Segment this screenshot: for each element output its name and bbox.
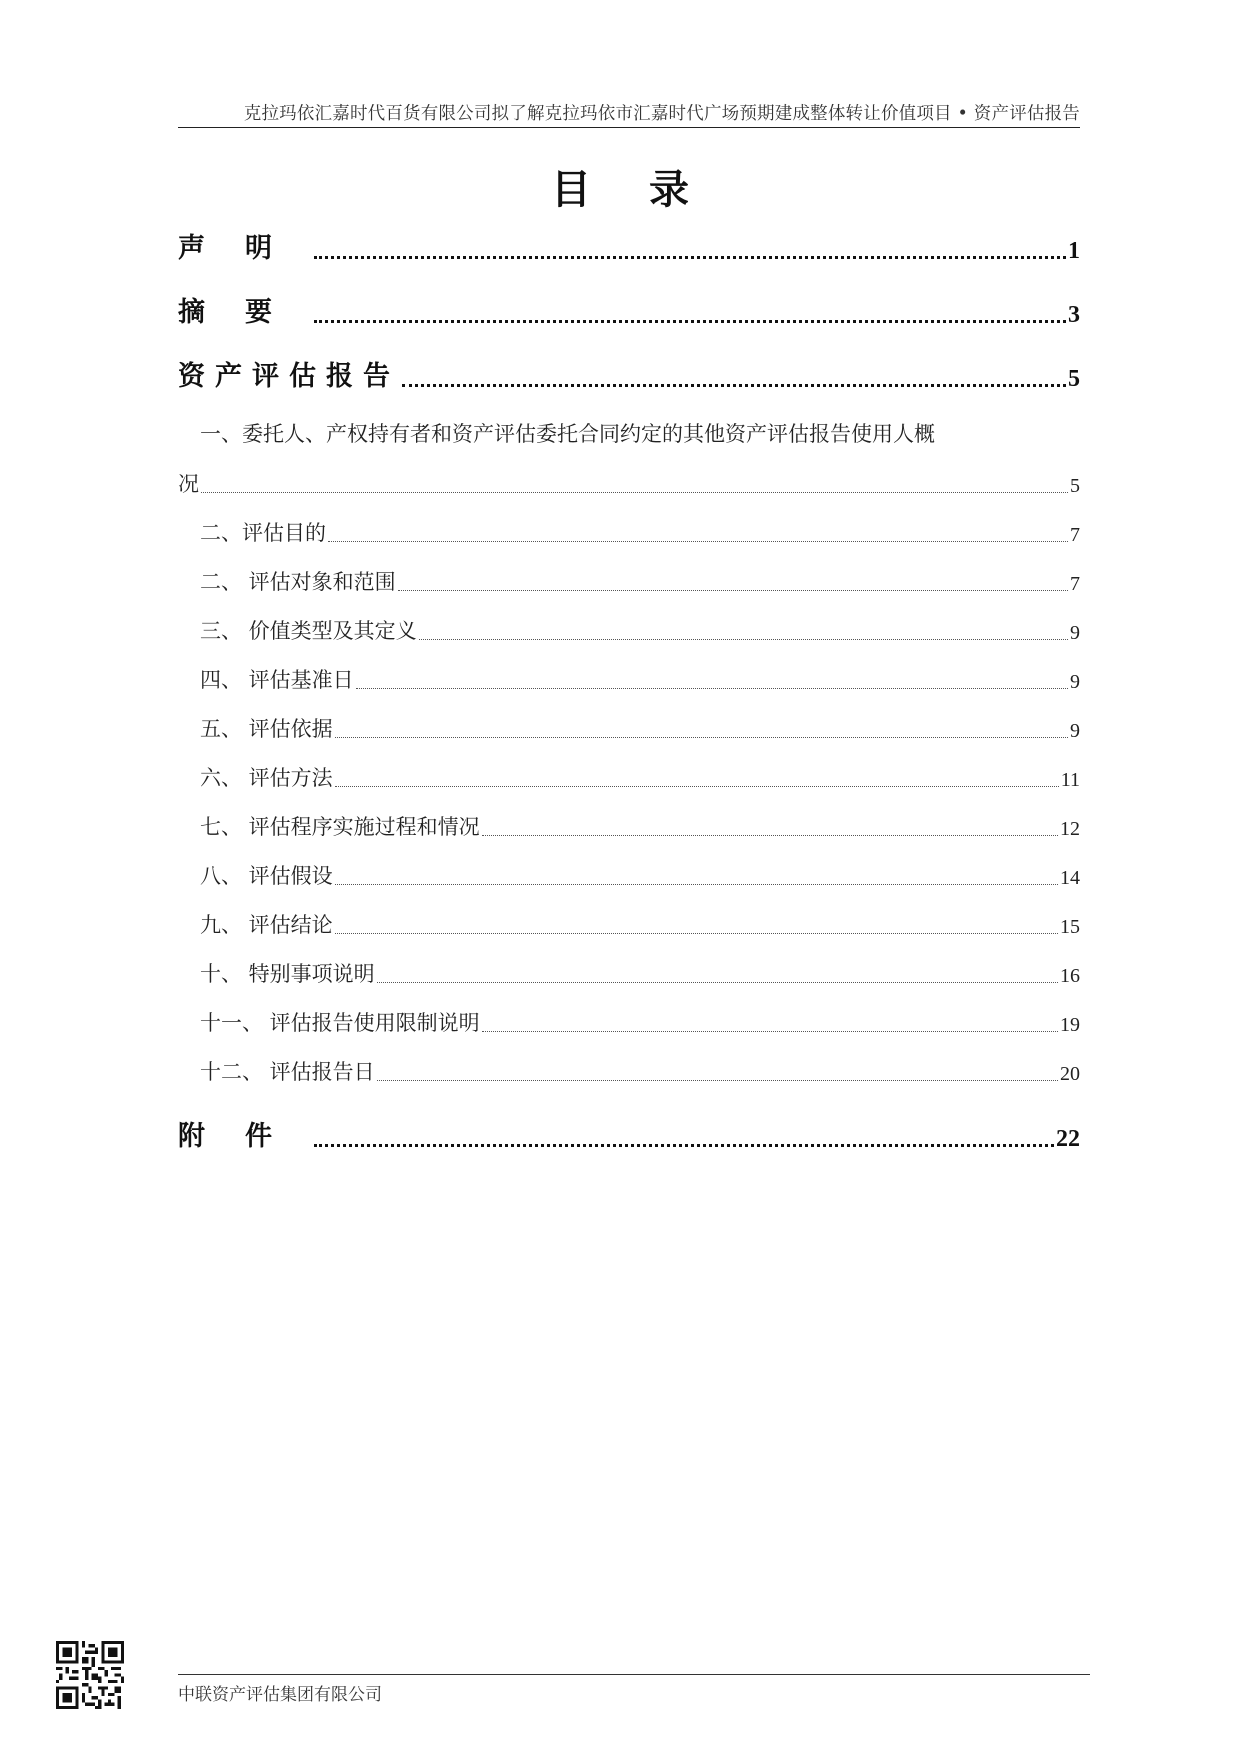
toc-leader-dots — [335, 933, 1058, 934]
toc-entry-page: 5 — [1070, 475, 1080, 497]
toc-entry-1-first-line[interactable]: 一、委托人、产权持有者和资产评估委托合同约定的其他资产评估报告使用人概 — [200, 422, 935, 446]
toc-entry-page: 9 — [1070, 671, 1080, 693]
toc-entry-report[interactable] — [178, 354, 1080, 393]
toc-entry-page: 15 — [1060, 916, 1080, 938]
toc-entry-label: 八、 评估假设 — [200, 864, 333, 888]
toc-entry-6[interactable] — [200, 713, 1080, 743]
qr-code-icon — [56, 1641, 124, 1709]
toc-entry-label: 二、评估目的 — [200, 521, 326, 545]
toc-entry-page: 14 — [1060, 867, 1080, 889]
toc-leader-dots — [419, 639, 1068, 640]
toc-entry-label: 十一、 评估报告使用限制说明 — [200, 1011, 480, 1035]
toc-entry-label: 七、 评估程序实施过程和情况 — [200, 815, 480, 839]
toc-entry-11[interactable] — [200, 958, 1080, 988]
toc-entry-page: 1 — [1068, 238, 1080, 264]
toc-leader-dots — [328, 541, 1068, 542]
toc-entry-13[interactable] — [200, 1056, 1080, 1086]
toc-entry-2[interactable] — [200, 517, 1080, 547]
toc-entry-12[interactable] — [200, 1007, 1080, 1037]
toc-entry-label: 况 — [178, 472, 199, 496]
toc-leader-dots — [314, 1144, 1054, 1147]
header-rule — [178, 127, 1080, 128]
toc-title — [0, 158, 1240, 215]
toc-entry-page: 11 — [1060, 769, 1080, 791]
toc-leader-dots — [482, 835, 1058, 836]
toc-entry-page: 9 — [1070, 720, 1080, 742]
toc-entry-page: 9 — [1070, 622, 1080, 644]
toc-entry-page: 7 — [1070, 524, 1080, 546]
toc-leader-dots — [377, 982, 1058, 983]
toc-leader-dots — [335, 737, 1068, 738]
toc-entry-page: 22 — [1056, 1126, 1080, 1152]
page-header: 克拉玛依汇嘉时代百货有限公司拟了解克拉玛依市汇嘉时代广场预期建成整体转让价值项目 • 资产评估报告 — [243, 104, 1080, 124]
footer-rule — [178, 1674, 1090, 1675]
toc-entry-label: 摘要 — [178, 297, 312, 328]
toc-entry-label: 五、 评估依据 — [200, 717, 333, 741]
toc-entry-summary[interactable] — [178, 290, 1080, 329]
toc-entry-attachments[interactable] — [178, 1114, 1080, 1153]
toc-entry-5[interactable] — [200, 664, 1080, 694]
toc-title-text: 目录 — [551, 167, 747, 213]
toc-entry-3[interactable] — [200, 566, 1080, 596]
toc-entry-label: 六、 评估方法 — [200, 766, 333, 790]
toc-leader-dots — [482, 1031, 1058, 1032]
toc-entry-label: 附件 — [178, 1121, 312, 1152]
toc-entry-10[interactable] — [200, 909, 1080, 939]
toc-entry-label: 声明 — [178, 233, 312, 264]
toc-entry-page: 16 — [1060, 965, 1080, 987]
toc-leader-dots — [314, 320, 1066, 323]
toc-entry-9[interactable] — [200, 860, 1080, 890]
toc-entry-label: 资产评估报告 — [178, 361, 400, 392]
toc-leader-dots — [377, 1080, 1058, 1081]
toc-entry-8[interactable] — [200, 811, 1080, 841]
toc-entry-label: 二、 评估对象和范围 — [200, 570, 396, 594]
toc-entry-page: 12 — [1060, 818, 1080, 840]
toc-leader-dots — [356, 688, 1068, 689]
toc-entry-7[interactable] — [200, 762, 1080, 792]
toc-entry-label: 十二、 评估报告日 — [200, 1060, 375, 1084]
toc-leader-dots — [314, 256, 1066, 259]
toc-entry-page: 5 — [1068, 366, 1080, 392]
toc-leader-dots — [398, 590, 1068, 591]
toc-leader-dots — [335, 786, 1059, 787]
toc-leader-dots — [402, 384, 1066, 387]
toc-entry-page: 20 — [1060, 1063, 1080, 1085]
toc-entry-label: 九、 评估结论 — [200, 913, 333, 937]
toc-entry-page: 3 — [1068, 302, 1080, 328]
toc-entry-1[interactable] — [178, 468, 1080, 498]
toc-leader-dots — [201, 492, 1068, 493]
toc-leader-dots — [335, 884, 1058, 885]
toc-entry-4[interactable] — [200, 615, 1080, 645]
toc-entry-label: 四、 评估基准日 — [200, 668, 354, 692]
toc-entry-page: 7 — [1070, 573, 1080, 595]
toc-entry-label: 十、 特别事项说明 — [200, 962, 375, 986]
toc-entry-declaration[interactable] — [178, 226, 1080, 265]
toc-entry-label: 三、 价值类型及其定义 — [200, 619, 417, 643]
toc-entry-page: 19 — [1060, 1014, 1080, 1036]
footer-company: 中联资产评估集团有限公司 — [178, 1685, 382, 1705]
